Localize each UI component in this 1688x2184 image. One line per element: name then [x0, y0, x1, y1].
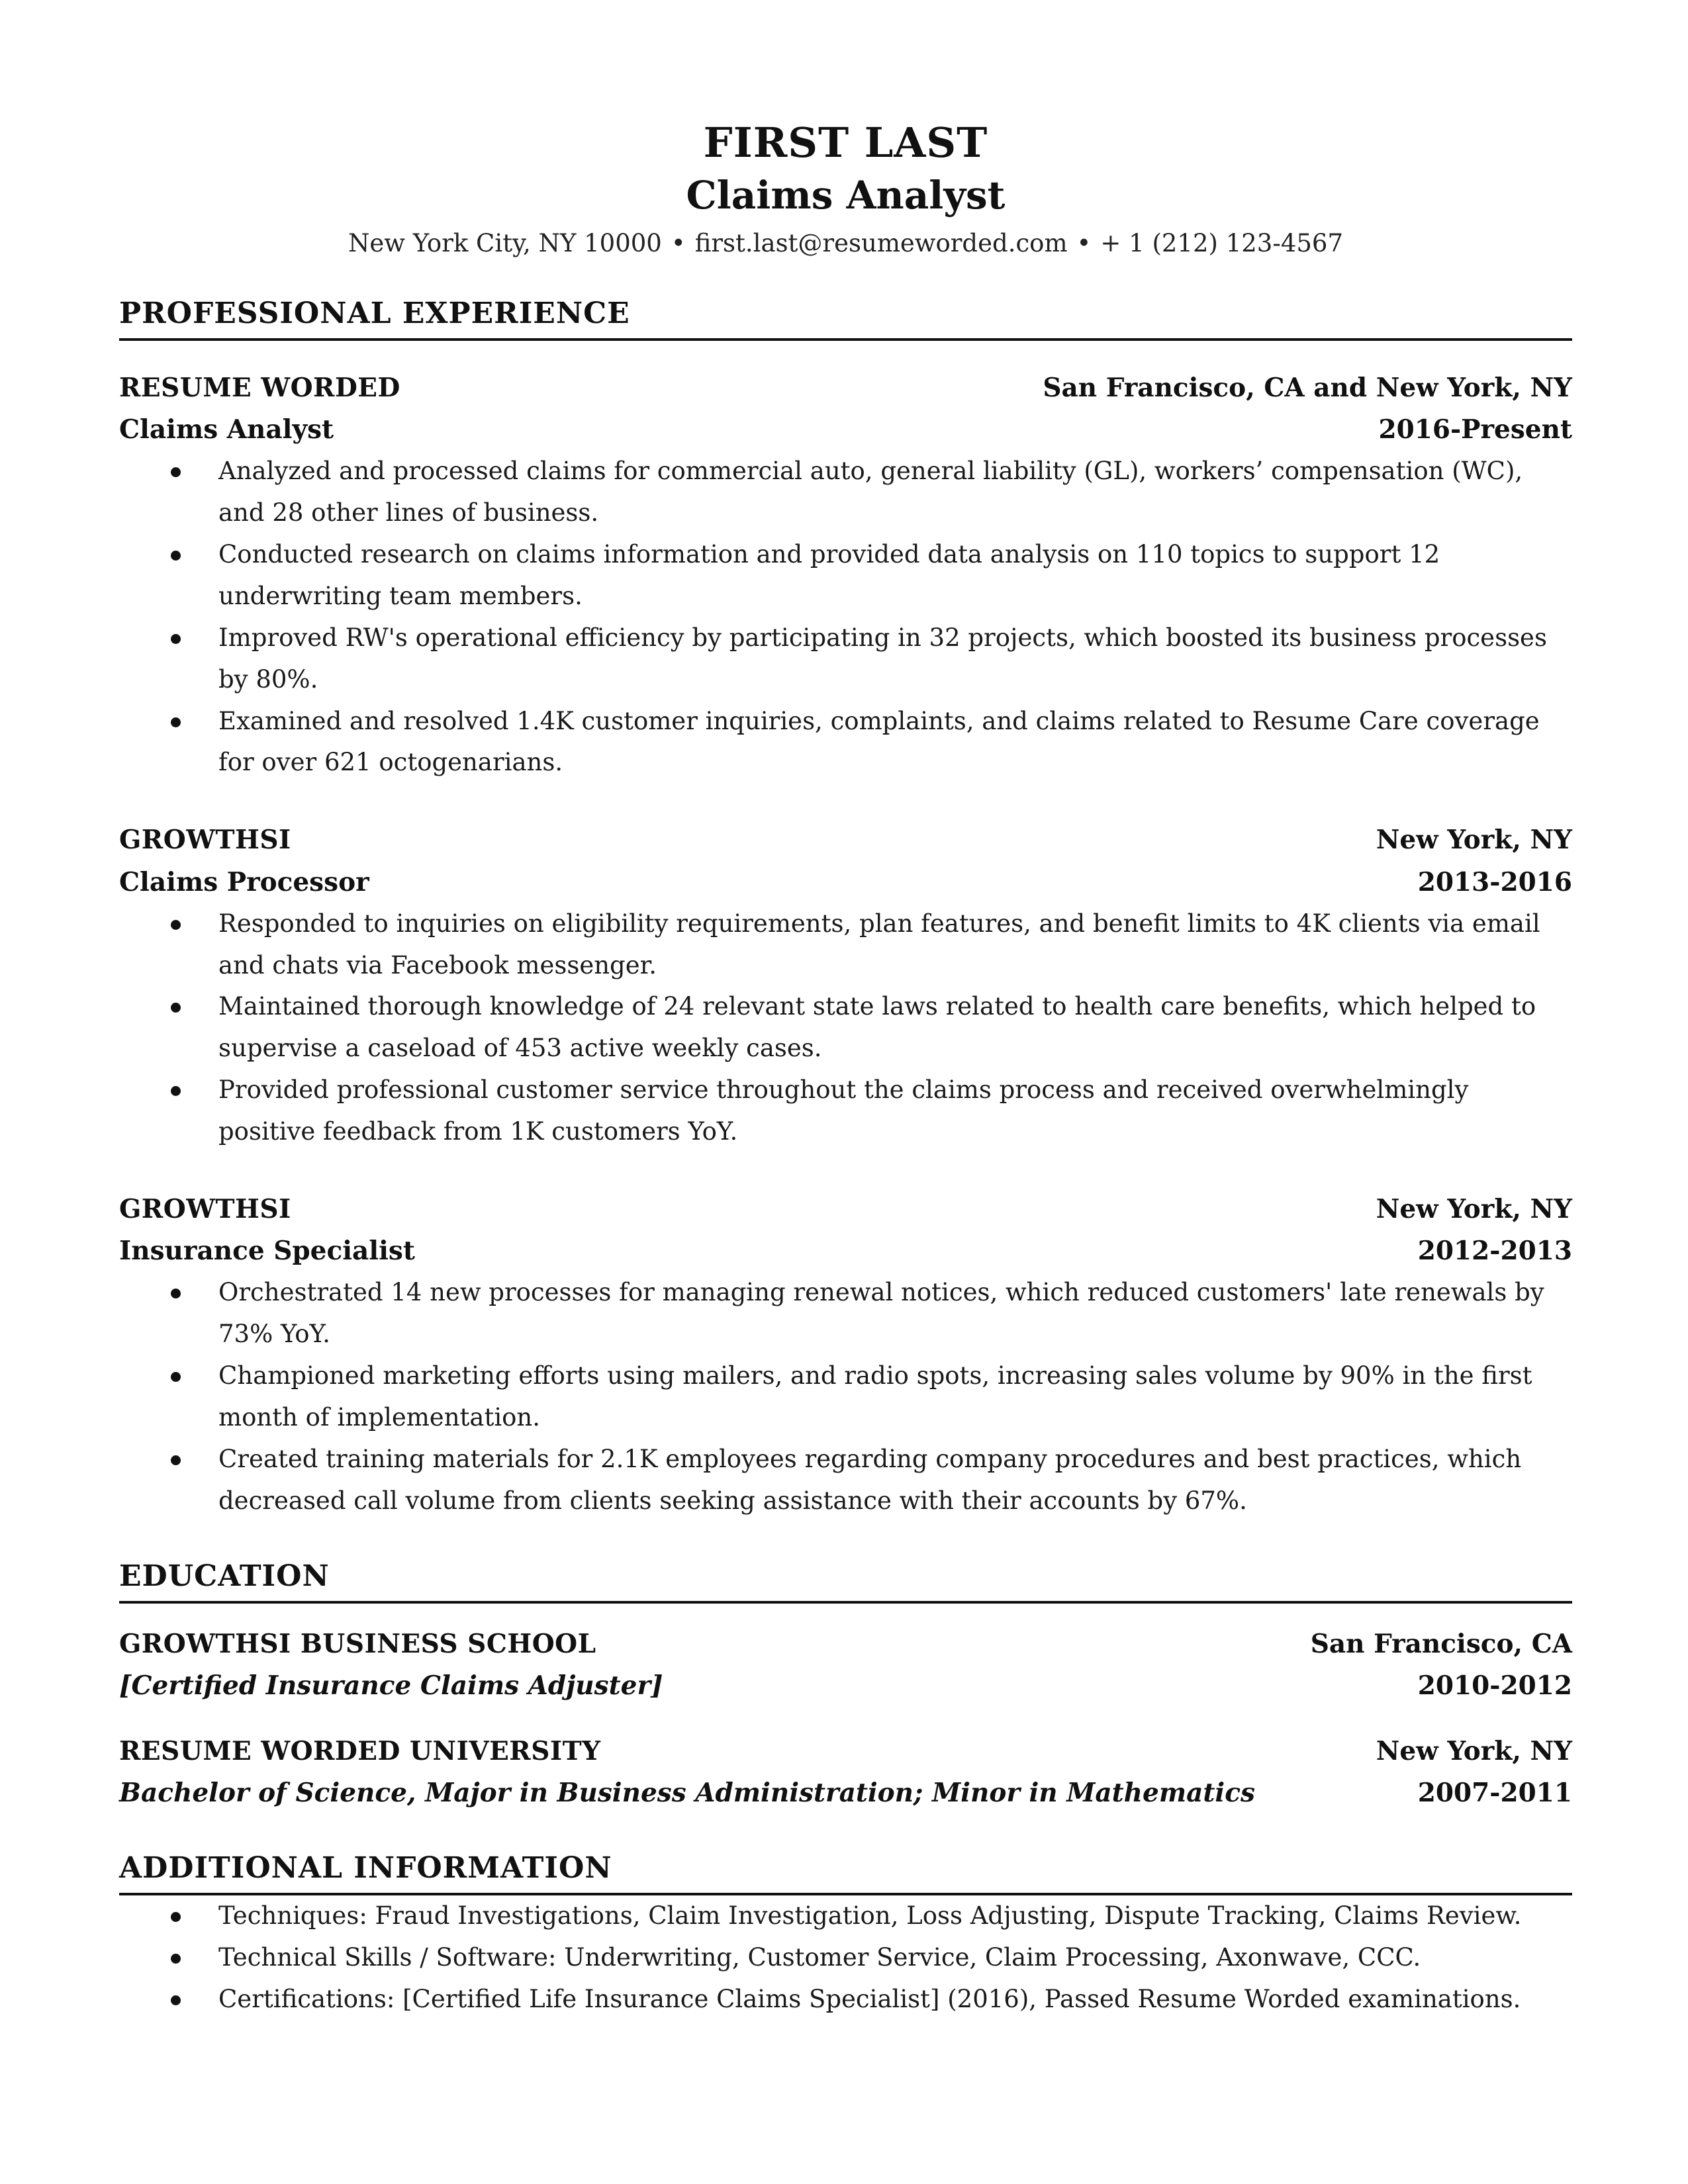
experience-section — [119, 295, 1572, 1522]
bullet-text: Created training materials for 2.1K employees regarding company procedures and best practices, which decreased call volume from clients seeking assistance with their accounts by 67%. — [218, 1444, 1522, 1515]
additional-text: Certifications: [Certified Life Insurance Claims Specialist] (2016), Passed Resume Worded examinations. — [218, 1985, 1521, 2014]
bullet-icon — [171, 1912, 181, 1922]
job-location: San Francisco, CA and New York, NY — [1043, 372, 1572, 403]
additional-item — [119, 1895, 1572, 1937]
education-entry — [119, 1731, 1572, 1814]
bullet-icon — [171, 551, 181, 561]
contact-separator: • — [671, 228, 686, 257]
job-bullet-list — [119, 1272, 1572, 1522]
school-dates: 2010-2012 — [1417, 1670, 1572, 1701]
job-dates: 2013-2016 — [1417, 866, 1572, 897]
bullet-text: Provided professional customer service throughout the claims process and received overwhelmingly positive feedback from 1K customers YoY. — [218, 1075, 1469, 1146]
job-role: Claims Analyst — [119, 414, 334, 445]
education-section — [119, 1558, 1572, 1815]
job-location: New York, NY — [1376, 1194, 1572, 1225]
bullet-text: Examined and resolved 1.4K customer inquiries, complaints, and claims related to Resume Care coverage for over 621 octogenarians. — [218, 706, 1540, 777]
bullet-text: Improved RW's operational efficiency by participating in 32 projects, which boosted its business processes by 80%. — [218, 623, 1547, 694]
school-header-row — [119, 1731, 1572, 1772]
bullet-icon — [171, 1086, 181, 1096]
bullet-icon — [171, 920, 181, 930]
bullet-text: Responded to inquiries on eligibility requirements, plan features, and benefit limits to 4K clients via email and chats via Facebook messenger. — [218, 909, 1540, 979]
additional-text: Techniques: Fraud Investigations, Claim Investigation, Loss Adjusting, Dispute Tracking, Claims Review. — [218, 1901, 1522, 1931]
job-bullet — [119, 903, 1572, 987]
job-header-row — [119, 1189, 1572, 1230]
additional-item — [119, 1979, 1572, 2021]
bullet-text: Orchestrated 14 new processes for managing renewal notices, which reduced customers' late renewals by 73% YoY. — [218, 1278, 1544, 1349]
school-location: New York, NY — [1376, 1736, 1572, 1767]
job-entry — [119, 819, 1572, 1153]
bullet-icon — [171, 1289, 181, 1298]
school-location: San Francisco, CA — [1310, 1628, 1572, 1659]
job-role-row — [119, 862, 1572, 903]
contact-separator: • — [1076, 228, 1092, 257]
school-dates: 2007-2011 — [1417, 1778, 1572, 1809]
job-header-row — [119, 819, 1572, 861]
contact-email: first.last@resumeworded.com — [694, 228, 1068, 257]
candidate-name: FIRST LAST — [703, 118, 988, 167]
section-heading-education: EDUCATION — [119, 1558, 1572, 1604]
contact-location: New York City, NY 10000 — [348, 228, 662, 257]
job-bullet — [119, 534, 1572, 617]
job-bullet — [119, 986, 1572, 1069]
bullet-text: Championed marketing efforts using mailers, and radio spots, increasing sales volume by 90% in the first month of implementation. — [218, 1361, 1532, 1432]
job-header-row — [119, 367, 1572, 409]
section-heading-experience: PROFESSIONAL EXPERIENCE — [119, 295, 1572, 341]
job-bullet — [119, 1355, 1572, 1439]
education-entry — [119, 1623, 1572, 1707]
school-degree: Bachelor of Science, Major in Business Administration; Minor in Mathematics — [119, 1778, 1255, 1809]
job-bullet — [119, 701, 1572, 784]
job-bullet — [119, 1069, 1572, 1153]
bullet-icon — [171, 1455, 181, 1465]
job-bullet-list — [119, 451, 1572, 784]
job-bullet — [119, 451, 1572, 534]
job-role: Insurance Specialist — [119, 1236, 415, 1267]
bullet-text: Conducted research on claims information and provided data analysis on 110 topics to support 12 underwriting team members. — [218, 540, 1440, 610]
bullet-text: Analyzed and processed claims for commercial auto, general liability (GL), workers’ compensation (WC), and 28 other lines of business. — [218, 457, 1523, 527]
school-degree-row — [119, 1665, 1572, 1707]
job-location: New York, NY — [1376, 825, 1572, 856]
bullet-icon — [171, 467, 181, 477]
contact-line — [119, 228, 1572, 259]
additional-text: Technical Skills / Software: Underwriting, Customer Service, Claim Processing, Axonwave, CCC. — [218, 1943, 1421, 1972]
bullet-icon — [171, 1995, 181, 2005]
bullet-icon — [171, 1954, 181, 1964]
job-entry — [119, 367, 1572, 784]
school-name: RESUME WORDED UNIVERSITY — [119, 1736, 601, 1767]
job-role-row — [119, 409, 1572, 451]
additional-item — [119, 1937, 1572, 1979]
job-bullet-list — [119, 903, 1572, 1153]
job-role: Claims Processor — [119, 866, 369, 897]
job-company: GROWTHSI — [119, 825, 291, 856]
bullet-text: Maintained thorough knowledge of 24 relevant state laws related to health care benefits, which helped to supervise a caseload of 453 active weekly cases. — [218, 992, 1536, 1063]
job-bullet — [119, 617, 1572, 701]
job-role-row — [119, 1230, 1572, 1272]
candidate-title: Claims Analyst — [686, 173, 1006, 218]
school-header-row — [119, 1623, 1572, 1665]
bullet-icon — [171, 634, 181, 644]
additional-section — [119, 1850, 1572, 2021]
job-bullet — [119, 1272, 1572, 1355]
job-company: GROWTHSI — [119, 1194, 291, 1225]
job-company: RESUME WORDED — [119, 372, 400, 403]
school-degree-row — [119, 1772, 1572, 1814]
section-heading-additional: ADDITIONAL INFORMATION — [119, 1850, 1572, 1895]
school-degree: [Certified Insurance Claims Adjuster] — [119, 1670, 663, 1701]
bullet-icon — [171, 717, 181, 727]
job-dates: 2016-Present — [1378, 414, 1572, 445]
job-dates: 2012-2013 — [1417, 1236, 1572, 1267]
contact-phone: + 1 (212) 123-4567 — [1100, 228, 1343, 257]
bullet-icon — [171, 1372, 181, 1382]
school-name: GROWTHSI BUSINESS SCHOOL — [119, 1628, 596, 1659]
job-bullet — [119, 1439, 1572, 1522]
job-entry — [119, 1189, 1572, 1522]
bullet-icon — [171, 1003, 181, 1013]
additional-list — [119, 1895, 1572, 2021]
